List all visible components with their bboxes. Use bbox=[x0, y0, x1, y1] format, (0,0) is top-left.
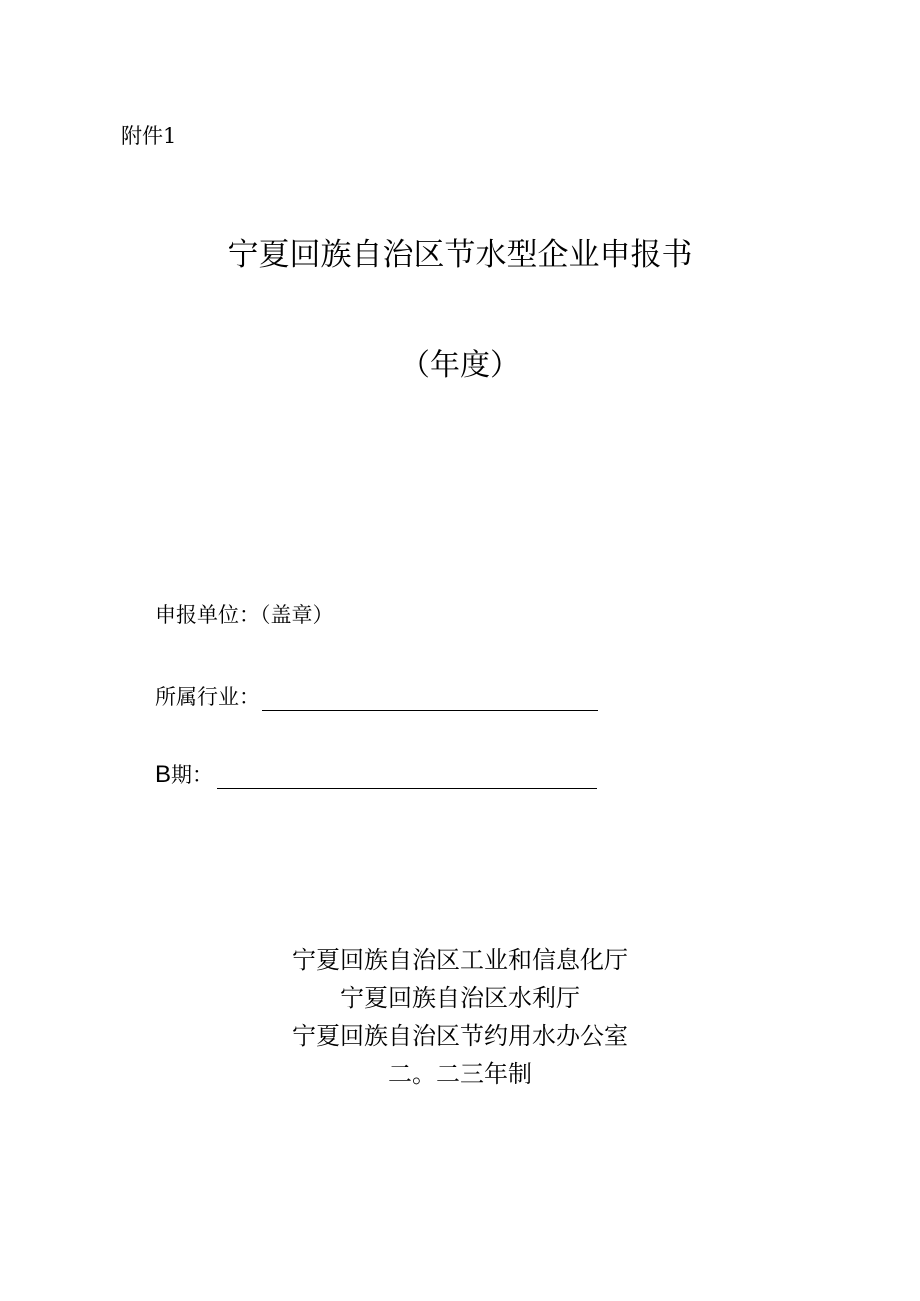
issuer-industry-dept: 宁夏回族自治区工业和信息化厅 bbox=[292, 946, 628, 974]
issuer-water-dept: 宁夏回族自治区水利厅 bbox=[340, 984, 580, 1012]
industry-field bbox=[155, 683, 598, 711]
year-line: （年度） bbox=[400, 348, 520, 383]
date-label bbox=[155, 763, 213, 787]
date-label-prefix: B bbox=[155, 761, 172, 788]
applicant-unit-field bbox=[155, 601, 334, 629]
date-label-suffix: 期： bbox=[171, 763, 214, 787]
applicant-unit-label: 申报单位：（盖章） bbox=[155, 603, 334, 627]
industry-blank-line bbox=[262, 686, 598, 711]
document-title: 宁夏回族自治区节水型企业申报书 bbox=[227, 237, 693, 273]
attachment-label: 附件1 bbox=[121, 124, 177, 148]
issuer-block bbox=[0, 941, 920, 1093]
issuer-water-saving-office: 宁夏回族自治区节约用水办公室 bbox=[292, 1022, 628, 1050]
issue-year: 二。二三年制 bbox=[388, 1060, 532, 1088]
date-blank-line bbox=[217, 764, 597, 789]
date-field bbox=[155, 761, 597, 789]
industry-label: 所属行业： bbox=[155, 685, 260, 709]
